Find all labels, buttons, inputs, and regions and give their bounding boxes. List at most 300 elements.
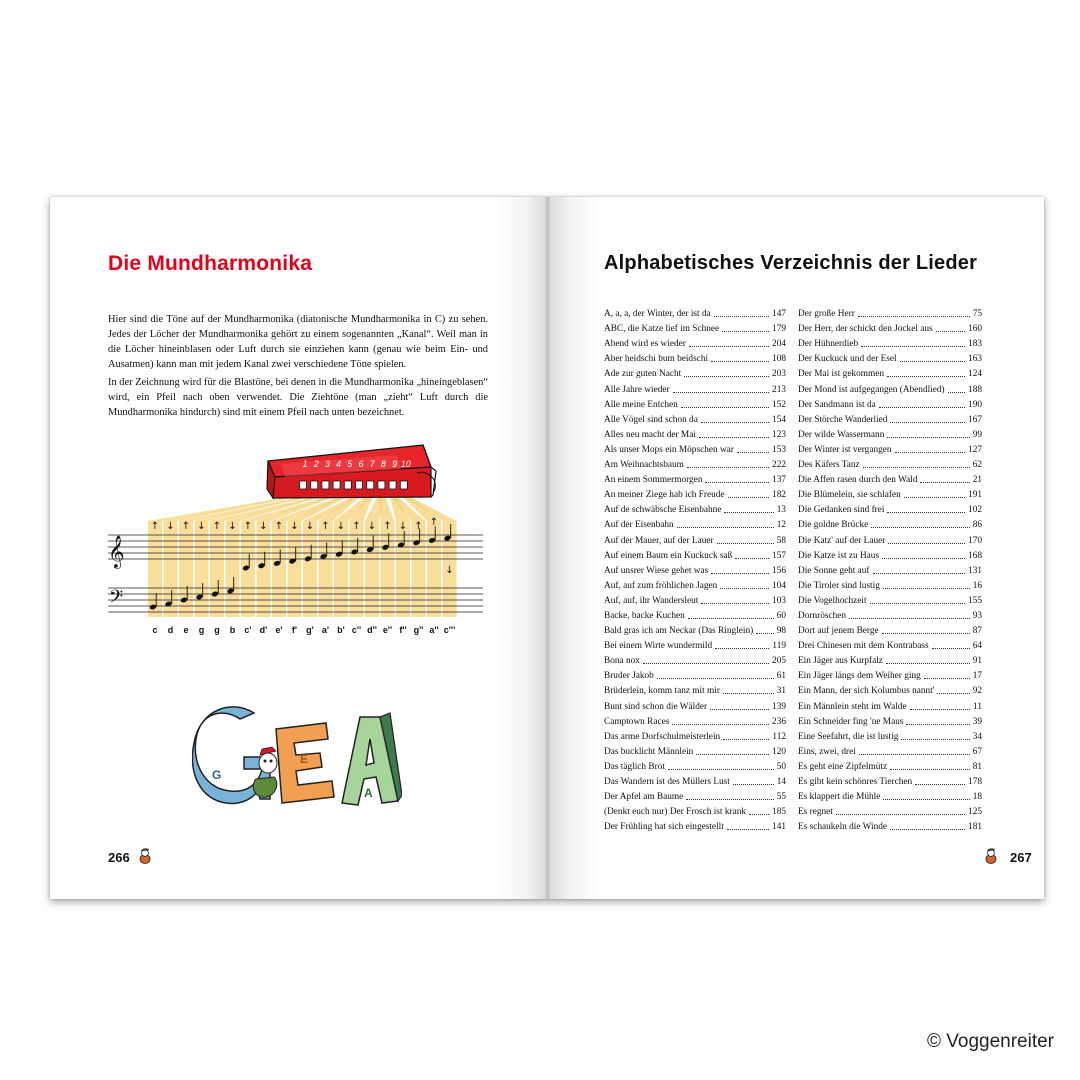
- index-entry: [604, 320, 786, 335]
- bass-clef-icon: 𝄢: [109, 587, 124, 612]
- mascot-icon: [138, 848, 152, 864]
- song-title: Es klappert die Mühle: [798, 792, 881, 803]
- index-entry: [798, 622, 982, 637]
- channel-column: [272, 521, 286, 617]
- channel-column: [334, 521, 348, 617]
- dot-leader: [749, 814, 769, 815]
- song-page-number: 137: [772, 475, 786, 486]
- dot-leader: [873, 573, 966, 574]
- dot-leader: [724, 512, 773, 513]
- song-title: Der Mai ist gekommen: [798, 369, 884, 380]
- song-page-number: 75: [972, 309, 982, 320]
- song-title: Auf, auf zum fröhlichen Jagen: [604, 580, 718, 591]
- note-label: f'': [399, 625, 407, 635]
- index-entry: [604, 516, 786, 531]
- harmonica-hole: [333, 481, 340, 489]
- dot-leader: [937, 693, 969, 694]
- channel-number: 1: [302, 459, 308, 469]
- dot-leader: [910, 709, 970, 710]
- song-page-number: 222: [772, 460, 786, 471]
- song-page-number: 183: [968, 339, 982, 350]
- song-page-number: 21: [972, 475, 982, 486]
- song-title: Abend wird es wieder: [604, 339, 686, 350]
- harmonica-hole: [378, 481, 385, 489]
- song-page-number: 98: [776, 626, 786, 637]
- song-title: Ein Jäger längs dem Weiher ging: [798, 671, 921, 682]
- arrow-down-icon: ↓: [290, 521, 299, 532]
- index-entry: [798, 320, 982, 335]
- index-entry: [798, 411, 982, 426]
- song-page-number: 50: [776, 761, 786, 772]
- note-label: c': [244, 625, 252, 635]
- song-title: Auf einem Baum ein Kuckuck saß: [604, 550, 733, 561]
- song-page-number: 55: [776, 792, 786, 803]
- song-page-number: 16: [972, 580, 982, 591]
- harmonica-hole: [322, 481, 329, 489]
- channel-column: [210, 521, 224, 617]
- song-index-column-1: [604, 305, 786, 833]
- channel-number: 2: [313, 459, 319, 469]
- song-title: Der Sandmann ist da: [798, 399, 876, 410]
- index-entry: [604, 456, 786, 471]
- song-title: Drei Chinesen mit dem Kontrabass: [798, 641, 929, 652]
- song-title: Die goldne Brücke: [798, 520, 869, 531]
- song-page-number: 81: [972, 761, 982, 772]
- index-entry: [604, 637, 786, 652]
- index-entry: [604, 577, 786, 592]
- song-title: Backe, backe Kuchen: [604, 610, 685, 621]
- arrow-up-icon: ↑: [429, 517, 439, 528]
- dot-leader: [883, 799, 969, 800]
- dot-leader: [673, 392, 769, 393]
- right-page: [548, 197, 1044, 899]
- index-entry: [798, 426, 982, 441]
- arrow-down-icon: ↓: [367, 521, 377, 532]
- index-entry: [798, 365, 982, 380]
- index-entry: [798, 592, 982, 607]
- song-page-number: 60: [776, 610, 786, 621]
- note-label: b': [337, 625, 345, 635]
- intro-paragraph: Hier sind die Töne auf der Mundharmonika (diatonische Mundharmonika in C) zu sehen. Jedes der Löcher der Mundharmonika gehört zu einem sogenannten „Kanal“. Weil man in die Löcher hineinblasen oder Luft durch sie einziehen kann (genau wie beim Ein- und Ausatmen) kann man mit jedem Kanal zwei verschiedene Töne spielen.: [108, 314, 488, 370]
- song-page-number: 67: [972, 746, 982, 757]
- index-entry: [798, 773, 982, 788]
- arrow-up-icon: ↑: [414, 521, 423, 532]
- song-title: Aber heidschi bum beidschi: [604, 354, 709, 365]
- song-page-number: 86: [972, 520, 982, 531]
- index-entry: [798, 547, 982, 562]
- song-title: Auf de schwäbsche Eisenbahne: [604, 505, 722, 516]
- song-page-number: 141: [772, 822, 786, 833]
- song-title: Der Störche Wanderlied: [798, 414, 888, 425]
- index-entry: [604, 728, 786, 743]
- note-label: a': [321, 625, 330, 635]
- note-label: e': [275, 625, 283, 635]
- index-entry: [604, 652, 786, 667]
- song-title: Die Affen rasen durch den Wald: [798, 475, 918, 486]
- index-entry: [604, 562, 786, 577]
- song-page-number: 154: [772, 414, 786, 425]
- song-title: Alles neu macht der Mai: [604, 429, 696, 440]
- song-title: Eine Seefahrt, die ist lustig: [798, 731, 899, 742]
- gea-letter-g: G: [212, 768, 222, 782]
- song-title: Bald gras ich am Neckar (Das Ringlein): [604, 626, 754, 637]
- index-entry: [798, 758, 982, 773]
- song-title: Ein Mann, der sich Kolumbus nannt': [798, 686, 935, 697]
- dot-leader: [705, 482, 769, 483]
- harmonica-hole: [300, 481, 307, 489]
- song-title: Alle Vögel sind schon da: [604, 414, 698, 425]
- dot-leader: [924, 678, 970, 679]
- index-entry: [604, 426, 786, 441]
- arrow-down-icon: ↓: [445, 565, 454, 576]
- dot-leader: [859, 754, 970, 755]
- song-title: Die Blümelein, sie schlafen: [798, 490, 901, 501]
- song-page-number: 119: [772, 641, 786, 652]
- song-title: An einem Sommermorgen: [604, 475, 703, 486]
- arrow-down-icon: ↓: [336, 521, 346, 532]
- song-title: Bunt sind schon die Wälder: [604, 701, 708, 712]
- song-title: Alle meine Entchen: [604, 399, 678, 410]
- song-title: Ein Schneider fing 'ne Maus: [798, 716, 904, 727]
- song-page-number: 127: [968, 444, 982, 455]
- arrow-up-icon: ↑: [274, 521, 284, 532]
- harmonica-hole: [344, 481, 351, 489]
- index-entry: [604, 411, 786, 426]
- song-page-number: 14: [776, 777, 786, 787]
- song-page-number: 120: [772, 746, 786, 757]
- dot-leader: [906, 724, 969, 725]
- dot-leader: [728, 497, 769, 498]
- dot-leader: [861, 346, 965, 347]
- dot-leader: [888, 543, 965, 544]
- channel-number: 8: [380, 459, 386, 469]
- index-entry: [604, 396, 786, 411]
- dot-leader: [882, 558, 965, 559]
- index-entry: [604, 441, 786, 456]
- dot-leader: [684, 376, 769, 377]
- index-entry: [798, 652, 982, 667]
- arrow-down-icon: ↓: [305, 521, 315, 532]
- mascot-icon: [984, 848, 998, 864]
- song-title: Es schaukeln die Winde: [798, 822, 888, 833]
- index-entry: [604, 773, 786, 788]
- song-title: Eins, zwei, drei: [798, 746, 856, 757]
- song-page-number: 93: [972, 610, 982, 621]
- dot-leader: [643, 663, 769, 664]
- song-title: Die Sonne geht auf: [798, 565, 870, 576]
- note-label: g': [306, 625, 314, 635]
- song-page-number: 182: [772, 490, 786, 501]
- song-page-number: 178: [968, 777, 982, 787]
- dot-leader: [886, 663, 970, 664]
- index-entry: [798, 667, 982, 682]
- note-label: d': [259, 625, 268, 635]
- channel-number: 9: [392, 459, 398, 469]
- index-entry: [798, 396, 982, 411]
- dot-leader: [717, 543, 774, 544]
- song-title: Die Tiroler sind lustig: [798, 580, 880, 591]
- song-page-number: 147: [772, 309, 786, 320]
- note-label: c''': [443, 625, 456, 635]
- song-page-number: 203: [772, 369, 786, 380]
- index-entry: [604, 350, 786, 365]
- dot-leader: [672, 724, 769, 725]
- copyright-notice: © Voggenreiter: [926, 1031, 1054, 1052]
- arrow-down-icon: ↓: [398, 521, 408, 532]
- index-entry: [798, 728, 982, 743]
- dot-leader: [657, 678, 774, 679]
- index-entry: [604, 758, 786, 773]
- dot-leader: [677, 527, 774, 528]
- dot-leader: [895, 452, 966, 453]
- dot-leader: [948, 392, 965, 393]
- song-title: Das Wandern ist des Müllers Lust: [604, 777, 730, 787]
- song-title: Es gibt kein schönres Tierchen: [798, 777, 913, 787]
- song-page-number: 213: [772, 384, 786, 395]
- song-page-number: 18: [972, 792, 982, 803]
- dot-leader: [849, 618, 970, 619]
- dot-leader: [932, 648, 970, 649]
- dot-leader: [689, 346, 769, 347]
- arrow-up-icon: ↑: [181, 521, 191, 532]
- song-title: Auf der Eisenbahn: [604, 520, 674, 531]
- harmonica-hole: [356, 481, 363, 489]
- song-page-number: 191: [968, 490, 982, 501]
- arrow-up-icon: ↑: [212, 521, 222, 532]
- dot-leader: [858, 316, 970, 317]
- index-entry: [798, 682, 982, 697]
- index-entry: [798, 803, 982, 818]
- index-entry: [604, 743, 786, 758]
- channel-column: [179, 521, 193, 617]
- song-title: Als unser Mops ein Möpschen war: [604, 444, 734, 455]
- song-page-number: 157: [772, 550, 786, 561]
- song-title: Dort auf jenem Berge: [798, 626, 879, 637]
- song-page-number: 103: [772, 595, 786, 606]
- note-label: g: [214, 625, 220, 635]
- dot-leader: [900, 361, 965, 362]
- harmonica-hole: [400, 481, 407, 489]
- song-page-number: 102: [968, 505, 982, 516]
- song-page-number: 61: [776, 671, 786, 682]
- channel-column: [288, 521, 302, 617]
- song-title: Des Käfers Tanz: [798, 460, 860, 471]
- dot-leader: [871, 527, 969, 528]
- song-page-number: 31: [776, 686, 786, 697]
- harmonica-illustration: [267, 445, 436, 498]
- channel-column: [396, 521, 410, 617]
- index-entry: [604, 697, 786, 712]
- channel-number: 10: [400, 459, 411, 469]
- song-page-number: 64: [972, 641, 982, 652]
- dot-leader: [915, 784, 965, 785]
- index-entry: [604, 682, 786, 697]
- index-entry: [798, 456, 982, 471]
- channel-beams: [148, 495, 457, 617]
- song-page-number: 163: [968, 354, 982, 365]
- dot-leader: [887, 512, 965, 513]
- song-page-number: 179: [772, 324, 786, 335]
- dot-leader: [727, 829, 769, 830]
- song-title: Es geht eine Zipfelmütz: [798, 761, 888, 772]
- channel-column: [412, 521, 426, 617]
- index-entry: [604, 803, 786, 818]
- channel-number: 3: [324, 459, 330, 469]
- song-title: Die Gedanken sind frei: [798, 505, 885, 516]
- dot-leader: [686, 799, 773, 800]
- song-title: Bei einem Wirte wundermild: [604, 641, 713, 652]
- song-page-number: 168: [968, 550, 982, 561]
- song-page-number: 92: [972, 686, 982, 697]
- channel-column: [365, 521, 379, 617]
- note-labels: [152, 625, 455, 635]
- harmonica-hole: [311, 481, 318, 489]
- dot-leader: [863, 467, 970, 468]
- arrow-down-icon: ↓: [228, 521, 237, 532]
- dot-leader: [715, 648, 769, 649]
- song-title: Auf, auf, ihr Wandersleut: [604, 595, 699, 606]
- song-page-number: 99: [972, 429, 982, 440]
- dot-leader: [722, 331, 769, 332]
- channel-column: [257, 521, 271, 617]
- song-title: Ein Jäger aus Kurpfalz: [798, 656, 883, 667]
- left-page-number: 266: [108, 850, 130, 865]
- arrow-down-icon: ↓: [259, 521, 268, 532]
- index-entry: [604, 818, 786, 833]
- index-entry: [604, 486, 786, 501]
- dot-leader: [723, 693, 774, 694]
- note-label: d: [167, 625, 174, 635]
- dot-leader: [836, 814, 965, 815]
- song-page-number: 188: [968, 384, 982, 395]
- song-title: ABC, die Katze lief im Schnee: [604, 324, 720, 335]
- index-entry: [604, 305, 786, 320]
- note-label: g'': [413, 625, 424, 635]
- index-entry: [798, 350, 982, 365]
- dot-leader: [701, 603, 769, 604]
- index-entry: [798, 697, 982, 712]
- song-title: Der Frühling hat sich eingestellt: [604, 822, 724, 833]
- note-label: b: [229, 625, 236, 635]
- song-page-number: 39: [972, 716, 982, 727]
- dot-leader: [711, 573, 769, 574]
- song-page-number: 123: [772, 429, 786, 440]
- index-entry: [604, 380, 786, 395]
- dot-leader: [737, 452, 769, 453]
- channel-column: [427, 521, 441, 617]
- dot-leader: [668, 769, 774, 770]
- dot-leader: [735, 558, 769, 559]
- song-page-number: 139: [772, 701, 786, 712]
- song-page-number: 58: [776, 535, 786, 546]
- gea-illustration: [192, 699, 402, 815]
- arrow-up-icon: ↑: [383, 521, 392, 532]
- song-title: Der Apfel am Baume: [604, 792, 684, 803]
- index-entry: [604, 788, 786, 803]
- note-label: e'': [382, 625, 393, 635]
- song-page-number: 204: [772, 339, 786, 350]
- channel-number: 7: [369, 459, 375, 469]
- index-entry: [798, 516, 982, 531]
- arrow-down-icon: ↓: [197, 521, 206, 532]
- song-page-number: 17: [972, 671, 982, 682]
- song-title: Das bucklicht Männlein: [604, 746, 694, 757]
- index-entry: [604, 335, 786, 350]
- dot-leader: [890, 422, 965, 423]
- arrows-paragraph: In der Zeichnung wird für die Blastöne, bei denen in die Mundharmonika „hineingeblasen“ wird, ein Pfeil nach oben verwendet. Die Ziehtöne (man „zieht“ Luft durch die Mundharmonika hindurch) sind mit einem Pfeil nach unten bezeichnet.: [108, 377, 488, 418]
- left-page-title: Die Mundharmonika: [108, 252, 313, 275]
- song-title: Ade zur guten Nacht: [604, 369, 682, 380]
- dot-leader: [699, 437, 769, 438]
- index-entry: [798, 562, 982, 577]
- note-label: f': [291, 625, 298, 635]
- index-entry: [604, 607, 786, 622]
- song-title: Der wilde Wassermann: [798, 429, 885, 440]
- song-title: Die Katze ist zu Haus: [798, 550, 880, 561]
- dot-leader: [890, 829, 965, 830]
- dot-leader: [696, 754, 769, 755]
- dot-leader: [887, 376, 965, 377]
- book-spread: [50, 197, 1044, 899]
- arrow-up-icon: ↑: [321, 521, 330, 532]
- channel-column: [381, 521, 395, 617]
- index-entry: [798, 471, 982, 486]
- song-title: (Denkt euch nur) Der Frosch ist krank: [604, 807, 746, 818]
- song-title: A, a, a, der Winter, der ist da: [604, 309, 711, 320]
- arrow-up-icon: ↑: [243, 521, 253, 532]
- song-title: Ein Männlein steht im Walde: [798, 701, 907, 712]
- dot-leader: [887, 437, 969, 438]
- song-page-number: 34: [972, 731, 982, 742]
- song-title: Der Herr, der schickt den Jockel aus: [798, 324, 933, 335]
- song-title: Es regnet: [798, 807, 833, 818]
- index-entry: [798, 335, 982, 350]
- song-page-number: 87: [972, 626, 982, 637]
- index-entry: [798, 818, 982, 833]
- song-index-column-2: [798, 305, 982, 833]
- song-page-number: 152: [772, 399, 786, 410]
- song-page-number: 185: [772, 807, 786, 818]
- song-title: Der Kuckuck und der Esel: [798, 354, 897, 365]
- channel-number: 6: [358, 459, 364, 469]
- note-label: a'': [429, 625, 439, 635]
- song-page-number: 167: [968, 414, 982, 425]
- arrow-up-icon: ↑: [150, 521, 160, 532]
- song-title: Am Weihnachtsbaum: [604, 460, 684, 471]
- song-page-number: 156: [772, 565, 786, 576]
- note-label: d'': [367, 625, 377, 635]
- index-entry: [604, 531, 786, 546]
- index-entry: [604, 592, 786, 607]
- song-title: Dornröschen: [798, 610, 847, 621]
- dot-leader: [720, 588, 769, 589]
- dot-leader: [756, 633, 773, 634]
- song-page-number: 170: [968, 535, 982, 546]
- song-page-number: 112: [772, 731, 786, 742]
- note-label: g: [198, 625, 205, 635]
- note-label: c'': [351, 625, 362, 635]
- song-page-number: 13: [776, 505, 786, 516]
- channel-column: [350, 521, 364, 617]
- index-entry: [798, 713, 982, 728]
- index-entry: [798, 441, 982, 456]
- left-page: [50, 197, 546, 899]
- index-entry: [604, 501, 786, 516]
- index-entry: [604, 667, 786, 682]
- song-page-number: 160: [968, 324, 982, 335]
- dot-leader: [883, 588, 970, 589]
- index-entry: [798, 486, 982, 501]
